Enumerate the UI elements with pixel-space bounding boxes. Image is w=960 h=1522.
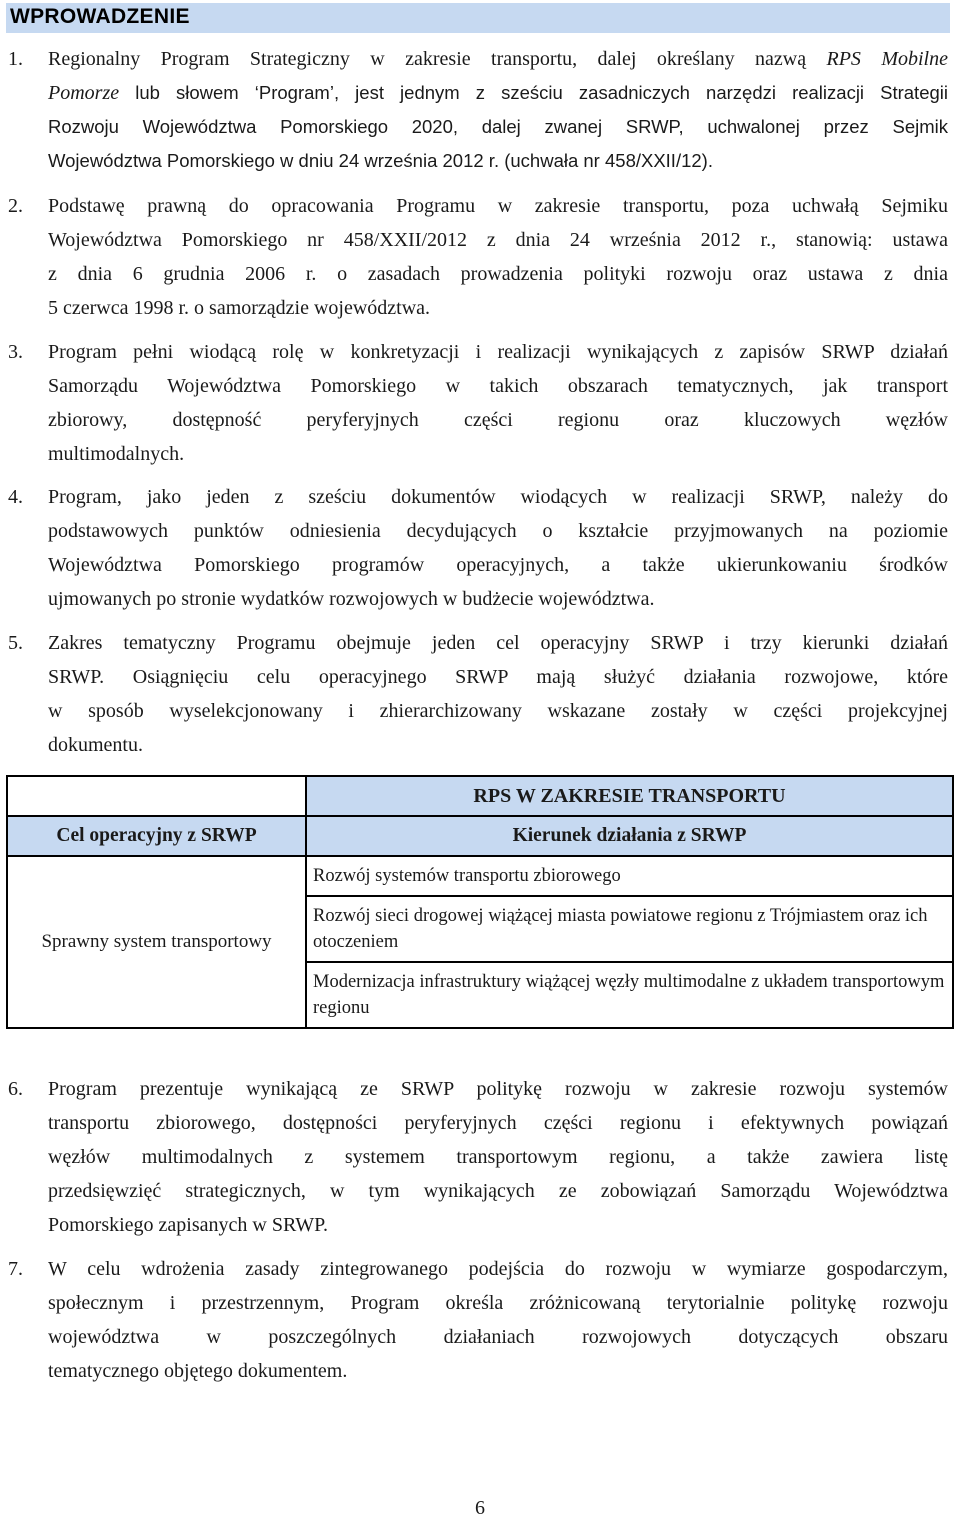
line-text: lub słowem ‘Program’, jest jednym z sześciu zasadniczych narzędzi realizacji Strategii bbox=[135, 82, 948, 103]
paragraph-line: Program pełni wiodącą rolę w konkretyzacji i realizacji wynikających z zapisów SRWP działań bbox=[48, 341, 948, 363]
paragraph-line: z dnia 6 grudnia 2006 r. o zasadach prowadzenia polityki rozwoju oraz ustawa z dnia bbox=[48, 263, 948, 285]
paragraph-number: 6. bbox=[8, 1078, 23, 1100]
paragraph-line: województwa w poszczególnych działaniach rozwojowych dotyczących obszaru bbox=[48, 1326, 948, 1348]
paragraph-line: Samorządu Województwa Pomorskiego w takich obszarach tematycznych, jak transport bbox=[48, 375, 948, 397]
paragraph-line: Podstawę prawną do opracowania Programu w zakresie transportu, poza uchwałą Sejmiku bbox=[48, 195, 948, 217]
paragraph-line: węzłów multimodalnych z systemem transportowym regionu, a także zawiera listę bbox=[48, 1146, 948, 1168]
italic-title: RPS Mobilne bbox=[826, 48, 948, 70]
paragraph-2 bbox=[8, 189, 948, 325]
section-title: WPROWADZENIE bbox=[10, 5, 190, 28]
table-corner-cell bbox=[7, 776, 306, 816]
paragraph-number: 3. bbox=[8, 341, 23, 363]
line-text: Województwa Pomorskiego w dniu 24 września 2012 r. (uchwała nr 458/XXII/12). bbox=[48, 150, 713, 171]
paragraph-line: multimodalnych. bbox=[48, 443, 185, 465]
direction-cell: Rozwój systemów transportu zbiorowego bbox=[306, 856, 953, 896]
paragraph-line: zbiorowy, dostępność peryferyjnych części regionu oraz kluczowych węzłów bbox=[48, 409, 948, 431]
paragraph-1 bbox=[8, 42, 948, 178]
paragraph-line: Rozwoju Województwa Pomorskiego 2020, dalej zwanej SRWP, uchwalonej przez Sejmik bbox=[48, 116, 948, 137]
paragraph-5 bbox=[8, 626, 948, 762]
paragraph-line: W celu wdrożenia zasady zintegrowanego podejścia do rozwoju w wymiarze gospodarczym, bbox=[48, 1258, 948, 1280]
italic-title: Pomorze bbox=[48, 82, 120, 104]
paragraph-line: ujmowanych po stronie wydatków rozwojowych w budżecie województwa. bbox=[48, 588, 655, 610]
line-text: Regionalny Program Strategiczny w zakresie transportu, dalej określany nazwą bbox=[48, 48, 807, 70]
direction-cell: Rozwój sieci drogowej wiążącej miasta powiatowe regionu z Trójmiastem oraz ich otoczeniem bbox=[306, 896, 953, 962]
paragraph-number: 5. bbox=[8, 632, 23, 654]
paragraph-number: 2. bbox=[8, 195, 23, 217]
paragraph-number: 1. bbox=[8, 48, 23, 70]
paragraph-line: 5 czerwca 1998 r. o samorządzie województwa. bbox=[48, 297, 431, 319]
operational-goal-cell: Sprawny system transportowy bbox=[7, 856, 306, 1028]
paragraph-line: podstawowych punktów odniesienia decydujących o kształcie przyjmowanych na poziomie bbox=[48, 520, 948, 542]
direction-cell: Modernizacja infrastruktury wiążącej węzły multimodalne z układem transportowym regionu bbox=[306, 962, 953, 1028]
paragraph-line: społecznym i przestrzennym, Program określa zróżnicowaną terytorialnie politykę rozwoju bbox=[48, 1292, 948, 1314]
paragraph-line: przedsięwzięć strategicznych, w tym wynikających ze zobowiązań Samorządu Województwa bbox=[48, 1180, 948, 1202]
paragraph-4 bbox=[8, 480, 948, 616]
paragraph-line: tematycznego objętego dokumentem. bbox=[48, 1360, 348, 1382]
paragraph-line: Województwa Pomorskiego programów operacyjnych, a także ukierunkowaniu środków bbox=[48, 554, 948, 576]
section-header bbox=[6, 3, 950, 33]
paragraph-line: transportu zbiorowego, dostępności peryferyjnych części regionu i efektywnych powiązań bbox=[48, 1112, 948, 1134]
paragraph-line bbox=[48, 42, 948, 76]
paragraph-line: w sposób wyselekcjonowany i zhierarchizowany wskazane zostały w części projekcyjnej bbox=[48, 700, 948, 722]
paragraph-number: 4. bbox=[8, 486, 23, 508]
table-title: RPS W ZAKRESIE TRANSPORTU bbox=[306, 776, 953, 816]
direction-column-header: Kierunek działania z SRWP bbox=[306, 816, 953, 856]
paragraph-line: dokumentu. bbox=[48, 734, 143, 756]
paragraph-line bbox=[48, 144, 948, 178]
paragraph-line: Zakres tematyczny Programu obejmuje jeden cel operacyjny SRWP i trzy kierunki działań bbox=[48, 632, 948, 654]
paragraph-7 bbox=[8, 1252, 948, 1388]
paragraph-line bbox=[48, 76, 948, 110]
paragraph-line: Województwa Pomorskiego nr 458/XXII/2012 z dnia 24 września 2012 r., stanowią: ustawa bbox=[48, 229, 948, 251]
goal-column-header: Cel operacyjny z SRWP bbox=[7, 816, 306, 856]
paragraph-3 bbox=[8, 335, 948, 471]
rps-table bbox=[6, 775, 954, 1029]
paragraph-line: Pomorskiego zapisanych w SRWP. bbox=[48, 1214, 328, 1236]
page-number: 6 bbox=[475, 1497, 485, 1519]
paragraph-6 bbox=[8, 1072, 948, 1242]
paragraph-line: Program, jako jeden z sześciu dokumentów wiodących w realizacji SRWP, należy do bbox=[48, 486, 948, 508]
paragraph-line: SRWP. Osiągnięciu celu operacyjnego SRWP mają służyć działania rozwojowe, które bbox=[48, 666, 948, 688]
paragraph-number: 7. bbox=[8, 1258, 23, 1280]
paragraph-line: Program prezentuje wynikającą ze SRWP politykę rozwoju w zakresie rozwoju systemów bbox=[48, 1078, 948, 1100]
